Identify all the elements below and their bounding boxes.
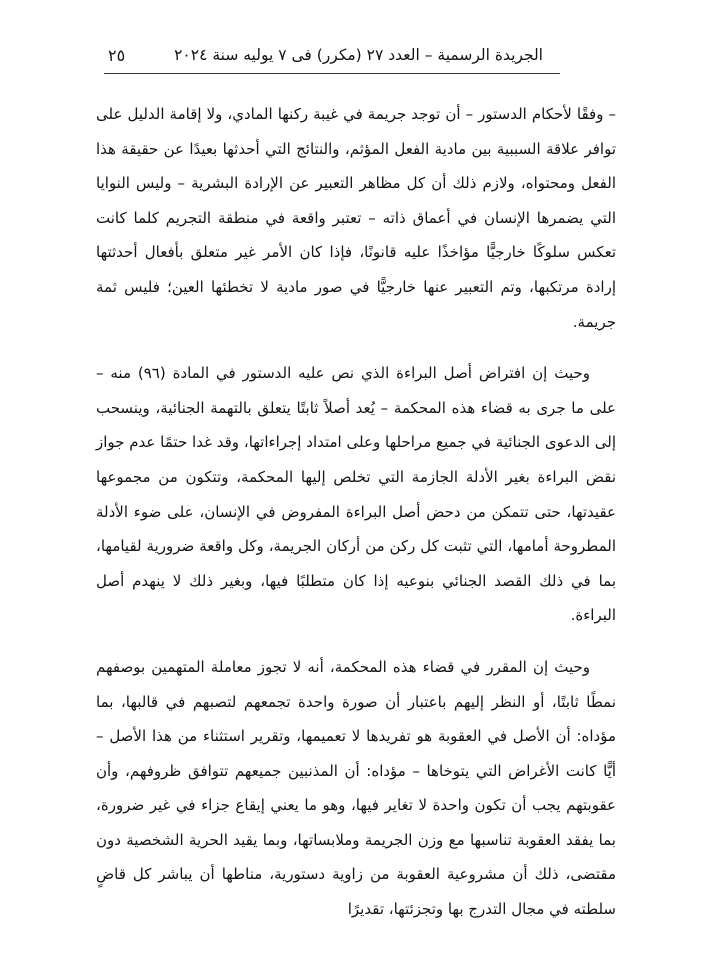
header-title: الجريدة الرسمية – العدد ٢٧ (مكرر) فى ٧ يوليه سنة ٢٠٢٤ <box>174 46 543 64</box>
page-number: ٢٥ <box>108 45 126 65</box>
body-text <box>96 97 616 927</box>
paragraph-3: وحيث إن المقرر في قضاء هذه المحكمة، أنه لا تجوز معاملة المتهمين بوصفهم نمطًا ثابتًا، أو النظر إليهم باعتبار أن صورة واحدة تجمعهم لتصبهم في قالبها، بما مؤداه: أن الأصل في العقوبة هو تفريدها لا تعميمها، وتقرير استثناء من هذا الأصل – أيًّا كانت الأغراض التي يتوخاها – مؤداه: أن المذنبين جميعهم تتوافق ظروفهم، وأن عقوبتهم يجب أن تكون واحدة لا تغاير فيها، وهو ما يعني إيقاع جزاء في غير ضرورة، بما يفقد العقوبة تناسبها مع وزن الجريمة وملابساتها، وبما يقيد الحرية الشخصية دون مقتضى، ذلك أن مشروعية العقوبة من زاوية دستورية، مناطها أن يباشر كل قاضٍ سلطته في مجال التدرج بها وتجزئتها، تقديرًا <box>96 657 616 919</box>
paragraph-1: – وفقًا لأحكام الدستور – أن توجد جريمة في غيبة ركنها المادي، ولا إقامة الدليل على توافر علاقة السببية بين مادية الفعل المؤثم، والنتائج التي أحدثها بعيدًا عن حقيقة هذا الفعل ومحتواه، ولازم ذلك أن كل مظاهر التعبير عن الإرادة البشرية – وليس النوايا التي يضمرها الإنسان في أعماق ذاته – تعتبر واقعة في منطقة التجريم كلما كانت تعكس سلوكًا خارجيًّا مؤاخذًا عليه قانونًا، فإذا كان الأمر غير متعلق بأفعال أحدثتها إرادة مرتكبها، وتم التعبير عنها خارجيًّا في صور مادية لا تخطئها العين؛ فليس ثمة جريمة. <box>96 105 616 331</box>
header-divider <box>104 73 560 74</box>
page-header <box>108 42 543 68</box>
paragraph-2: وحيث إن افتراض أصل البراءة الذي نص عليه الدستور في المادة (٩٦) منه – على ما جرى به قضاء هذه المحكمة – يُعد أصلاً ثابتًا يتعلق بالتهمة الجنائية، وينسحب إلى الدعوى الجنائية في جميع مراحلها وعلى امتداد إجراءاتها، وقد غدا حتمًا عدم جواز نقض البراءة بغير الأدلة الجازمة التي تخلص إليها المحكمة، وتتكون من مجموعها عقيدتها، حتى تتمكن من دحض أصل البراءة المفروض في الإنسان، على ضوء الأدلة المطروحة أمامها، التي تثبت كل ركن من أركان الجريمة، وكل واقعة ضرورية لقيامها، بما في ذلك القصد الجنائي بنوعيه إذا كان متطلبًا فيها، وبغير ذلك لا ينهدم أصل البراءة. <box>96 364 616 625</box>
